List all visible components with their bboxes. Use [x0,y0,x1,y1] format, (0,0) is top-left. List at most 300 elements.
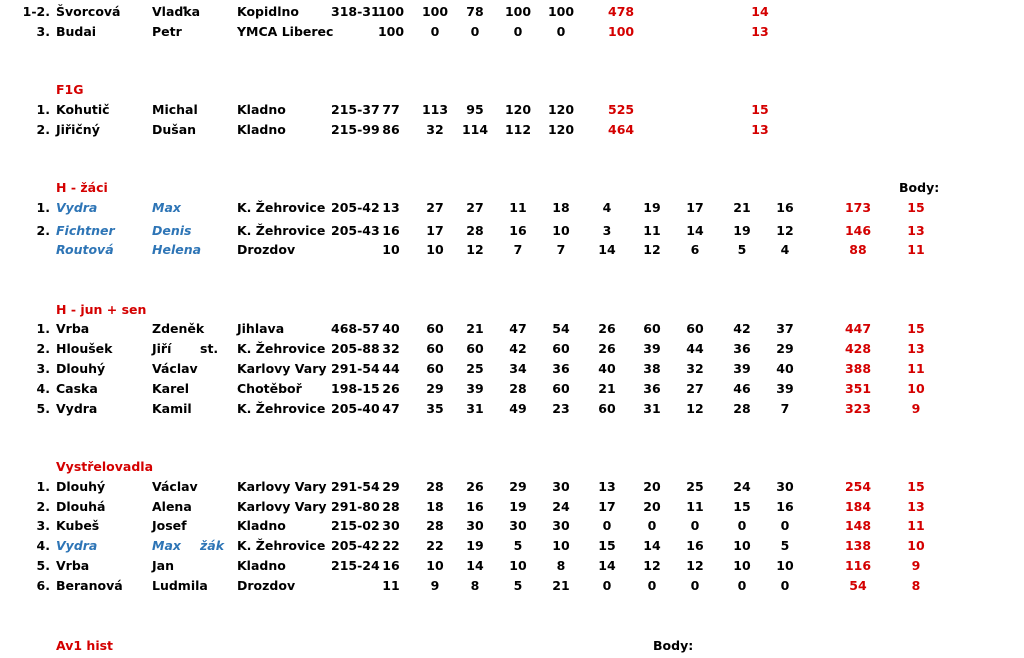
firstname-cell: Václav [152,479,198,494]
score-cell: 0 [602,518,612,534]
score-cell: 30 [466,518,484,534]
score-cell: 11 [382,577,400,593]
tag-cell: st. [200,341,219,356]
surname-cell: Caska [56,381,98,396]
license-cell: 291-80 [331,498,380,514]
surname-cell: Vrba [56,557,90,573]
score-cell: 100 [377,4,405,19]
surname-cell: Vydra [56,200,98,215]
score-cell: 11 [509,200,527,215]
firstname-cell: Josef [152,518,187,534]
score-cell: 26 [382,381,400,396]
score-cell: 60 [598,401,616,416]
firstname-cell: Jan [152,557,174,573]
score-cell: 13 [382,200,400,215]
score-cell: 120 [547,102,575,117]
score-cell: 12 [686,557,704,573]
score-cell: 26 [598,321,616,336]
rank-cell: 5. [36,557,50,573]
license-cell: 215-37 [331,102,380,117]
score-cell: 14 [686,223,704,238]
score-cell: 18 [552,200,570,215]
score-cell: 60 [643,321,661,336]
score-cell: 29 [382,479,400,494]
score-cell: 40 [776,361,794,376]
score-cell: 28 [733,401,751,416]
points-cell: 13 [907,223,925,238]
score-cell: 11 [643,223,661,238]
points-cell: 13 [907,341,925,356]
score-cell: 15 [598,538,616,554]
score-cell: 60 [552,341,570,356]
score-cell: 42 [733,321,751,336]
score-cell: 17 [686,200,704,215]
score-cell: 100 [377,24,405,39]
score-cell: 21 [552,577,570,593]
points-cell: 11 [907,242,925,257]
score-cell: 29 [426,381,444,396]
club-cell: K. Žehrovice [237,200,326,215]
club-cell: K. Žehrovice [237,341,326,356]
score-cell: 10 [426,557,444,573]
club-cell: Drozdov [237,242,296,257]
score-cell: 100 [421,4,449,19]
firstname-cell: Max [152,200,181,215]
score-cell: 0 [780,518,790,534]
total-cell: 447 [844,321,872,336]
score-cell: 120 [547,122,575,137]
score-cell: 16 [509,223,527,238]
total-cell: 88 [849,242,867,257]
table-row [0,221,1024,241]
surname-cell: Dlouhý [56,479,106,494]
score-cell: 18 [426,498,444,514]
firstname-cell: Max [152,538,181,554]
score-cell: 10 [552,223,570,238]
score-cell: 32 [382,341,400,356]
license-cell: 205-40 [331,401,380,416]
table-row [0,536,1024,556]
points-cell: 10 [907,381,925,396]
firstname-cell: Ludmila [152,577,208,593]
surname-cell: Kubeš [56,518,100,534]
score-cell: 22 [426,538,444,554]
total-cell: 351 [844,381,872,396]
firstname-cell: Kamil [152,401,192,416]
score-cell: 19 [466,538,484,554]
license-cell: 291-54 [331,479,380,494]
score-cell: 29 [509,479,527,494]
points-cell: 11 [907,518,925,534]
score-cell: 21 [733,200,751,215]
score-cell: 40 [382,321,400,336]
section-title: H - žáci [56,180,108,195]
score-cell: 13 [598,479,616,494]
score-cell: 36 [733,341,751,356]
score-cell: 11 [686,498,704,514]
total-cell: 388 [844,361,872,376]
table-row [0,2,1024,22]
score-cell: 112 [504,122,532,137]
score-cell: 60 [552,381,570,396]
score-cell: 0 [737,577,747,593]
surname-cell: Dlouhá [56,498,106,514]
firstname-cell: Karel [152,381,190,396]
score-cell: 77 [382,102,400,117]
club-cell: YMCA Liberec [237,24,334,39]
table-row [0,100,1024,120]
score-cell: 8 [470,577,480,593]
score-cell: 100 [504,4,532,19]
score-cell: 39 [776,381,794,396]
score-cell: 28 [426,518,444,534]
score-cell: 47 [509,321,527,336]
score-cell: 26 [598,341,616,356]
rank-cell: 1-2. [22,4,50,19]
rank-cell: 6. [36,577,50,593]
score-cell: 86 [382,122,400,137]
section-title: Av1 hist [56,638,114,653]
table-row [0,198,1024,218]
points-header: Body: [899,180,940,195]
table-row [0,399,1024,419]
score-cell: 30 [776,479,794,494]
score-cell: 30 [552,479,570,494]
score-cell: 27 [686,381,704,396]
rank-cell: 5. [36,401,50,416]
surname-cell: Hloušek [56,341,113,356]
section-title: H - jun + sen [56,302,147,317]
score-cell: 44 [686,341,704,356]
license-cell: 205-88 [331,341,380,356]
score-cell: 29 [776,341,794,356]
score-cell: 4 [780,242,790,257]
total-cell: 478 [608,4,635,19]
score-cell: 14 [466,557,484,573]
score-cell: 0 [690,577,700,593]
score-cell: 30 [552,518,570,534]
section-title: Vystřelovadla [56,459,154,474]
score-cell: 14 [643,538,661,554]
score-cell: 10 [382,242,400,257]
club-cell: Kladno [237,557,286,573]
total-cell: 54 [849,577,867,593]
score-cell: 5 [780,538,790,554]
rank-cell: 1. [36,102,50,117]
table-row [0,477,1024,497]
points-cell: 10 [907,538,925,554]
points-cell: 13 [751,122,769,137]
license-cell: 205-43 [331,223,380,238]
points-cell: 9 [911,401,921,416]
rank-cell: 3. [36,518,50,534]
total-cell: 428 [844,341,872,356]
points-cell: 9 [911,557,921,573]
table-row [0,240,1024,260]
rank-cell: 3. [36,361,50,376]
score-cell: 60 [466,341,484,356]
score-cell: 32 [426,122,444,137]
firstname-cell: Alena [152,498,192,514]
score-cell: 4 [602,200,612,215]
score-cell: 27 [426,200,444,215]
score-cell: 17 [426,223,444,238]
rank-cell: 1. [36,479,50,494]
score-cell: 16 [686,538,704,554]
table-row [0,339,1024,359]
points-cell: 15 [907,479,925,494]
license-cell: 291-54 [331,361,380,376]
score-cell: 39 [733,361,751,376]
club-cell: Kopidlno [237,4,300,19]
score-cell: 6 [690,242,700,257]
table-row [0,379,1024,399]
score-cell: 26 [466,479,484,494]
score-cell: 10 [733,538,751,554]
points-cell: 15 [751,102,769,117]
firstname-cell: Vlaďka [152,4,201,19]
club-cell: Karlovy Vary [237,361,327,376]
score-cell: 113 [421,102,449,117]
points-cell: 11 [907,361,925,376]
club-cell: Jihlava [237,321,285,336]
firstname-cell: Jiří [152,341,172,356]
score-cell: 49 [509,401,527,416]
score-cell: 19 [509,498,527,514]
score-cell: 30 [509,518,527,534]
score-cell: 10 [552,538,570,554]
table-row [0,22,1024,42]
section-title: F1G [56,82,84,97]
score-cell: 12 [643,242,661,257]
club-cell: Kladno [237,518,286,534]
surname-cell: Routová [56,242,114,257]
score-cell: 21 [598,381,616,396]
score-cell: 28 [466,223,484,238]
score-cell: 32 [686,361,704,376]
score-cell: 23 [552,401,570,416]
rank-cell: 2. [36,223,50,238]
points-cell: 13 [751,24,769,39]
table-row [0,516,1024,536]
club-cell: Karlovy Vary [237,479,327,494]
score-cell: 35 [426,401,444,416]
score-cell: 60 [426,341,444,356]
score-cell: 5 [513,538,523,554]
score-cell: 0 [780,577,790,593]
surname-cell: Švorcová [56,4,121,19]
score-cell: 12 [776,223,794,238]
score-cell: 12 [643,557,661,573]
total-cell: 146 [844,223,872,238]
rank-cell: 1. [36,321,50,336]
score-cell: 78 [466,4,484,19]
score-cell: 16 [466,498,484,514]
points-cell: 13 [907,498,925,514]
score-cell: 10 [509,557,527,573]
score-cell: 16 [382,223,400,238]
surname-cell: Vydra [56,538,98,554]
score-cell: 24 [733,479,751,494]
score-cell: 31 [466,401,484,416]
score-cell: 38 [643,361,661,376]
score-cell: 0 [602,577,612,593]
score-cell: 0 [470,24,480,39]
firstname-cell: Petr [152,24,182,39]
score-cell: 25 [686,479,704,494]
score-cell: 20 [643,479,661,494]
score-cell: 37 [776,321,794,336]
score-cell: 100 [547,4,575,19]
license-cell: 205-42 [331,538,380,554]
club-cell: Karlovy Vary [237,498,327,514]
score-cell: 60 [686,321,704,336]
score-cell: 34 [509,361,527,376]
license-cell: 198-15 [331,381,380,396]
score-cell: 36 [643,381,661,396]
total-cell: 138 [844,538,872,554]
total-cell: 173 [844,200,872,215]
score-cell: 10 [776,557,794,573]
surname-cell: Kohutič [56,102,110,117]
score-cell: 39 [466,381,484,396]
score-cell: 20 [643,498,661,514]
firstname-cell: Zdeněk [152,321,205,336]
rank-cell: 4. [36,538,50,554]
score-cell: 31 [643,401,661,416]
score-cell: 30 [382,518,400,534]
score-cell: 27 [466,200,484,215]
score-cell: 12 [686,401,704,416]
score-cell: 39 [643,341,661,356]
table-row [0,556,1024,576]
club-cell: Chotěboř [237,381,302,396]
score-cell: 8 [556,557,566,573]
license-cell: 205-42 [331,200,380,215]
table-row [0,576,1024,596]
score-cell: 54 [552,321,570,336]
total-cell: 464 [608,122,635,137]
table-row [0,497,1024,517]
total-cell: 525 [608,102,635,117]
score-cell: 10 [733,557,751,573]
club-cell: K. Žehrovice [237,223,326,238]
license-cell: 215-02 [331,518,380,534]
score-cell: 120 [504,102,532,117]
club-cell: Drozdov [237,577,296,593]
points-cell: 15 [907,200,925,215]
score-cell: 25 [466,361,484,376]
total-cell: 100 [608,24,635,39]
total-cell: 148 [844,518,872,534]
points-header: Body: [653,638,694,653]
score-cell: 16 [776,200,794,215]
score-cell: 46 [733,381,751,396]
tag-cell: žák [200,538,225,554]
firstname-cell: Václav [152,361,198,376]
score-cell: 17 [598,498,616,514]
license-cell: 318-31 [331,4,380,19]
score-cell: 15 [733,498,751,514]
surname-cell: Vydra [56,401,98,416]
license-cell: 215-99 [331,122,380,137]
rank-cell: 2. [36,122,50,137]
surname-cell: Beranová [56,577,123,593]
rank-cell: 4. [36,381,50,396]
score-cell: 9 [430,577,440,593]
total-cell: 254 [844,479,872,494]
score-cell: 19 [643,200,661,215]
firstname-cell: Dušan [152,122,197,137]
score-cell: 16 [776,498,794,514]
firstname-cell: Helena [152,242,202,257]
score-cell: 7 [780,401,790,416]
score-cell: 5 [737,242,747,257]
surname-cell: Dlouhý [56,361,106,376]
score-cell: 42 [509,341,527,356]
points-cell: 8 [911,577,921,593]
score-cell: 12 [466,242,484,257]
score-cell: 22 [382,538,400,554]
score-cell: 5 [513,577,523,593]
score-cell: 3 [602,223,612,238]
club-cell: Kladno [237,102,286,117]
score-cell: 0 [556,24,566,39]
license-cell: 468-57 [331,321,380,336]
score-cell: 14 [598,242,616,257]
score-cell: 0 [737,518,747,534]
score-cell: 36 [552,361,570,376]
club-cell: K. Žehrovice [237,538,326,554]
table-row [0,120,1024,140]
score-cell: 0 [647,577,657,593]
license-cell: 215-24 [331,557,380,573]
club-cell: Kladno [237,122,286,137]
score-cell: 0 [647,518,657,534]
score-cell: 28 [426,479,444,494]
score-cell: 7 [556,242,566,257]
score-cell: 0 [690,518,700,534]
score-cell: 44 [382,361,400,376]
points-cell: 14 [751,4,769,19]
rank-cell: 2. [36,341,50,356]
club-cell: K. Žehrovice [237,401,326,416]
score-cell: 24 [552,498,570,514]
score-cell: 114 [461,122,489,137]
score-cell: 40 [598,361,616,376]
score-cell: 21 [466,321,484,336]
surname-cell: Fichtner [56,223,115,238]
score-cell: 7 [513,242,523,257]
score-cell: 14 [598,557,616,573]
surname-cell: Jiřičný [56,122,100,137]
rank-cell: 3. [36,24,50,39]
surname-cell: Vrba [56,321,90,336]
score-cell: 0 [513,24,523,39]
table-row [0,359,1024,379]
score-cell: 47 [382,401,400,416]
total-cell: 116 [844,557,872,573]
score-cell: 60 [426,361,444,376]
table-row [0,319,1024,339]
score-cell: 10 [426,242,444,257]
score-cell: 60 [426,321,444,336]
firstname-cell: Michal [152,102,198,117]
score-cell: 95 [466,102,484,117]
total-cell: 323 [844,401,872,416]
points-cell: 15 [907,321,925,336]
total-cell: 184 [844,498,872,514]
